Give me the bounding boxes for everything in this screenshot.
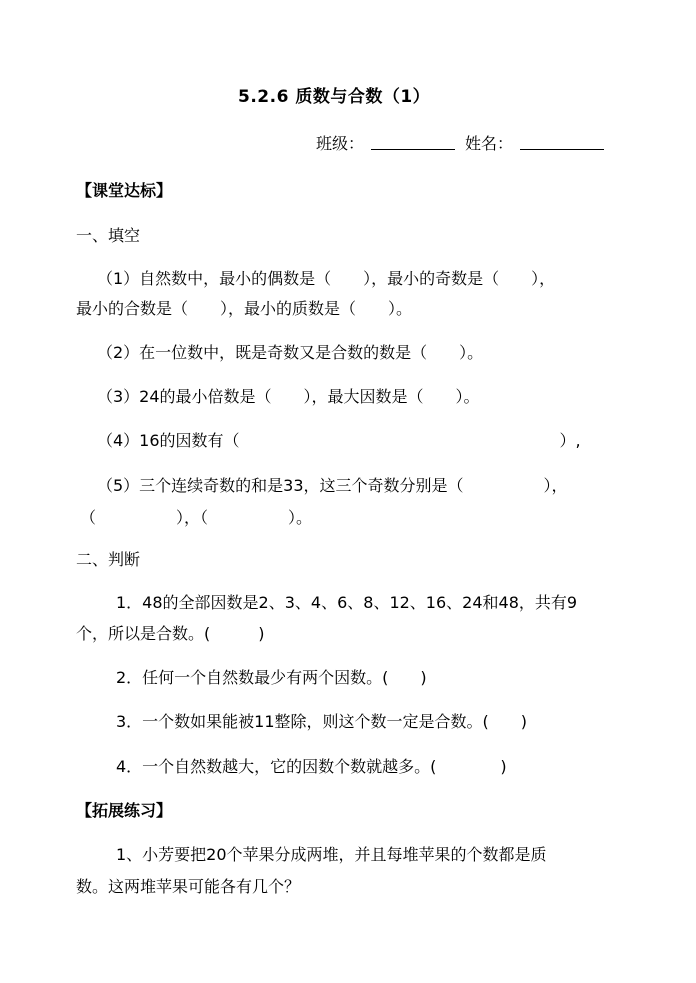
fill-q4: （4）16的因数有（ ）, xyxy=(97,431,581,450)
judge-q1-line2: 个，所以是合数。( ) xyxy=(76,624,265,643)
section-judge-heading: 二、判断 xyxy=(76,550,141,569)
section-extend-heading: 【拓展练习】 xyxy=(76,801,173,820)
fill-q5-line2: （ ），（ ）。 xyxy=(80,508,313,527)
fill-q3: （3）24的最小倍数是（ ），最大因数是（ ）。 xyxy=(97,387,480,406)
judge-q4: 4．一个自然数越大，它的因数个数就越多。( ) xyxy=(116,757,507,776)
judge-q3: 3．一个数如果能被11整除，则这个数一定是合数。( ) xyxy=(116,712,528,731)
extend-q1-line1: 1、小芳要把20个苹果分成两堆，并且每堆苹果的个数都是质 xyxy=(116,845,547,864)
name-blank[interactable] xyxy=(520,135,604,150)
fill-q2: （2）在一位数中，既是奇数又是合数的数是（ ）。 xyxy=(97,343,484,362)
page-title: 5.2.6 质数与合数（1） xyxy=(238,87,431,107)
fill-q1-line2: 最小的合数是（ ），最小的质数是（ ）。 xyxy=(76,299,413,318)
extend-q1-line2: 数。这两堆苹果可能各有几个？ xyxy=(76,877,301,896)
judge-q1-line1: 1．48的全部因数是2、3、4、6、8、12、16、24和48，共有9 xyxy=(116,593,578,612)
fill-q5-line1: （5）三个连续奇数的和是33，这三个奇数分别是（ ）， xyxy=(97,476,568,495)
class-blank[interactable] xyxy=(371,135,455,150)
name-label: 姓名： xyxy=(465,134,514,153)
section-fill-heading: 一、填空 xyxy=(76,226,141,245)
judge-q2: 2．任何一个自然数最少有两个因数。( ) xyxy=(116,668,427,687)
class-label: 班级： xyxy=(316,134,365,153)
section-practice-heading: 【课堂达标】 xyxy=(76,181,173,200)
fill-q1-line1: （1）自然数中，最小的偶数是（ ），最小的奇数是（ ）， xyxy=(97,269,556,288)
